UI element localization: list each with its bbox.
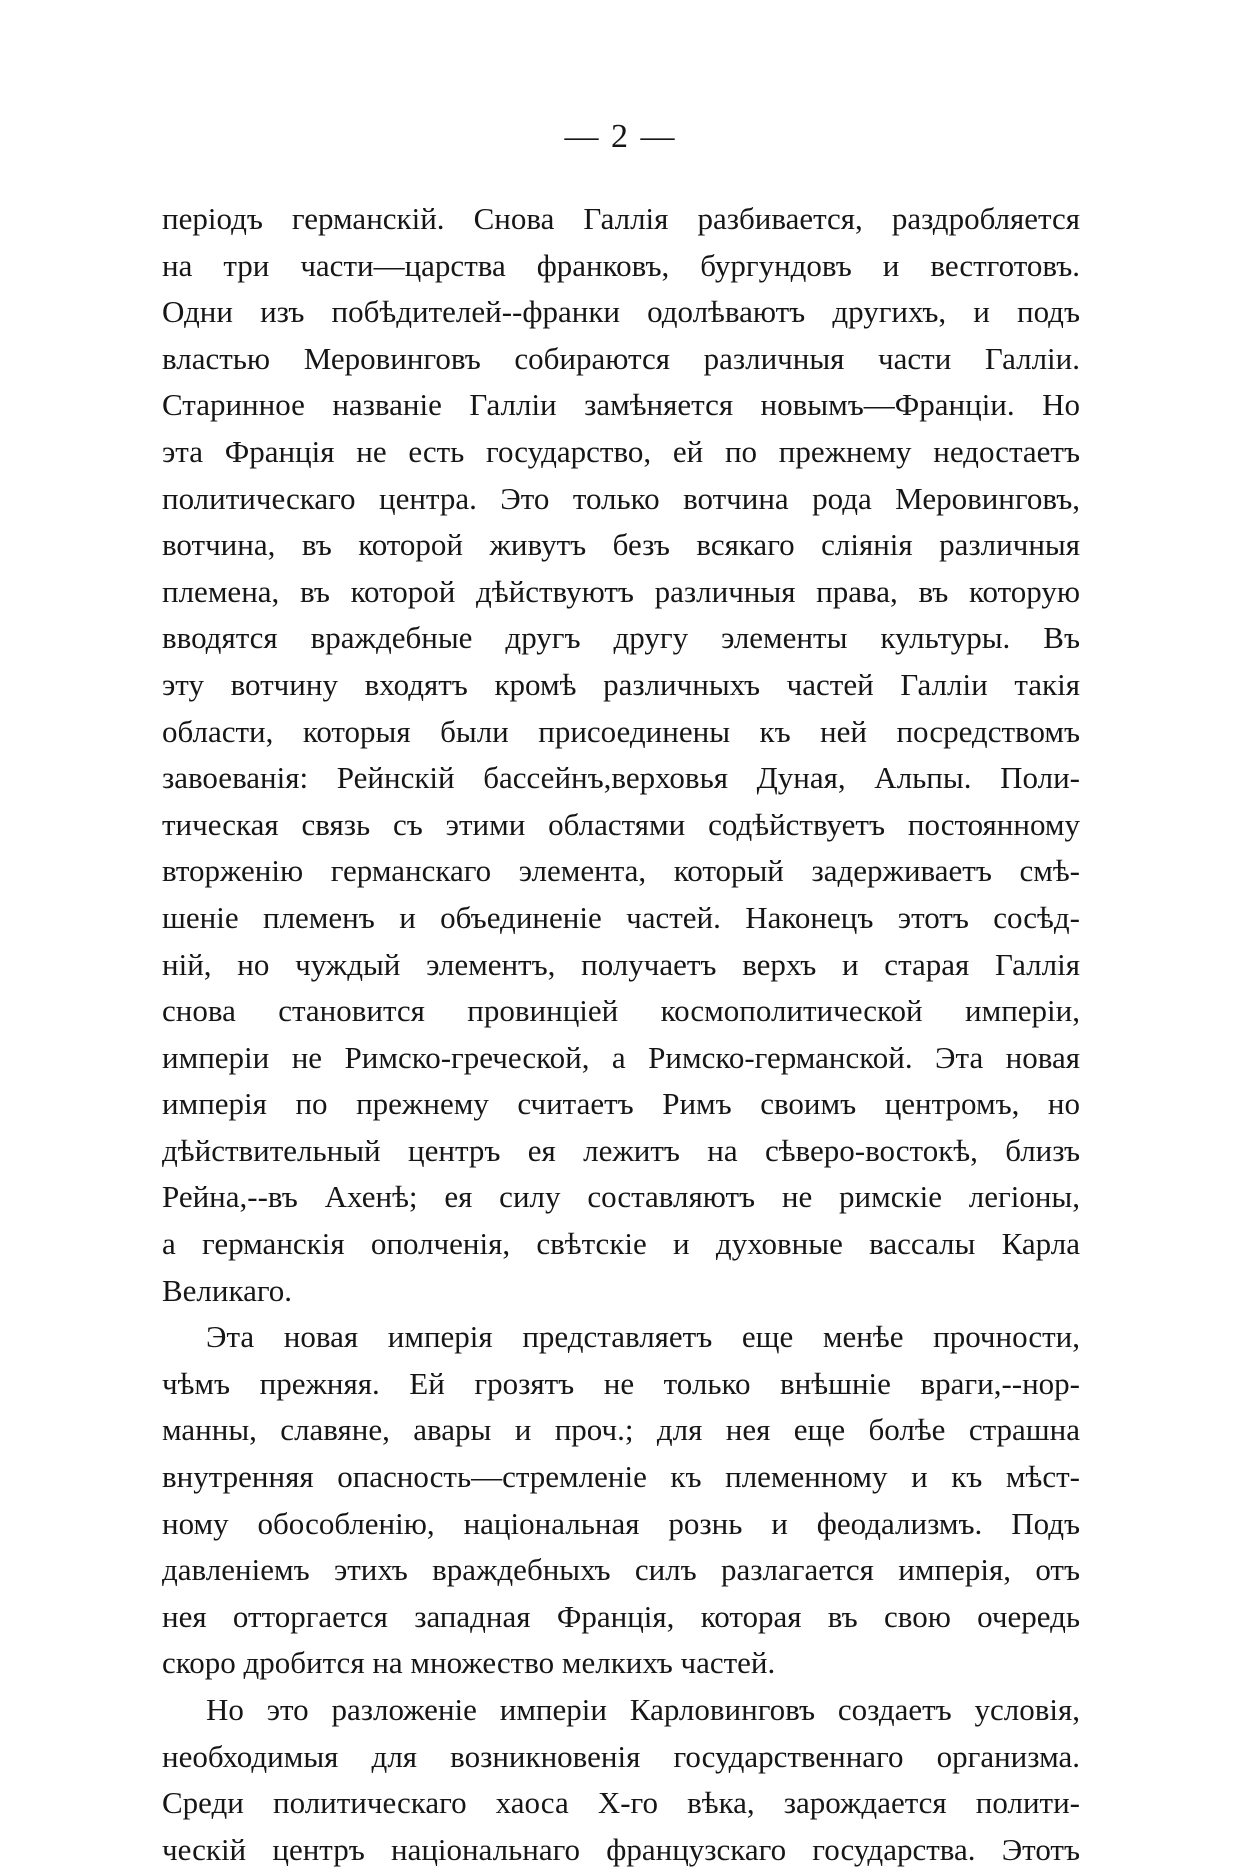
text-line: Одни изъ побѣдителей--франки одолѣваютъ другихъ, и подъ: [162, 294, 1080, 330]
text-line: вотчина, въ которой живутъ безъ всякаго слiянiя различныя: [162, 527, 1080, 563]
text-line: имперіи не Римско-греческой, а Римско-германской. Эта новая: [162, 1039, 1080, 1075]
text-line: необходимыя для возникновенія государственнаго организма.: [162, 1738, 1080, 1774]
text-line: дѣйствительный центръ ея лежитъ на сѣверо-востокѣ, близъ: [162, 1132, 1080, 1168]
text-line: Рейна,--въ Ахенѣ; ея силу составляютъ не римскіе легіоны,: [162, 1179, 1080, 1215]
text-line: тическая связь съ этими областями содѣйствуетъ постоянному: [162, 806, 1080, 842]
text-line: вторженію германскаго элемента, который задерживаетъ смѣ-: [162, 853, 1080, 889]
text-line: вводятся враждебные другъ другу элементы культуры. Въ: [162, 620, 1080, 656]
text-line: политическаго центра. Это только вотчина рода Меровинговъ,: [162, 480, 1080, 516]
text-line: Старинное названіе Галліи замѣняется новымъ—Франціи. Но: [162, 387, 1080, 423]
text-line: ному обособленію, національная рознь и феодализмъ. Подъ: [162, 1505, 1080, 1541]
text-line: эта Франція не есть государство, ей по прежнему недостаетъ: [162, 433, 1080, 469]
text-line: періодъ германскій. Снова Галлія разбивается, раздробляется: [162, 201, 1080, 236]
text-line: области, которыя были присоединены къ ней посредствомъ: [162, 713, 1080, 749]
text-line: ній, но чуждый элементъ, получаетъ верхъ и старая Галлія: [162, 946, 1080, 982]
text-line: манны, славяне, авары и проч.; для нея еще болѣе страшна: [162, 1412, 1080, 1448]
text-line: а германскія ополченія, свѣтскіе и духовные вассалы Карла: [162, 1226, 1080, 1262]
text-line: шеніе племенъ и объединеніе частей. Наконецъ этотъ сосѣд-: [162, 899, 1080, 935]
text-line: нея отторгается западная Франція, которая въ свою очередь: [162, 1598, 1080, 1634]
text-line: скоро дробится на множество мелкихъ частей.: [162, 1645, 776, 1681]
text-line: эту вотчину входятъ кромѣ различныхъ частей Галліи такія: [162, 666, 1080, 702]
text-line: племена, въ которой дѣйствуютъ различныя права, въ которую: [162, 573, 1080, 609]
text-line: снова становится провинціей космополитической имперіи,: [162, 993, 1080, 1029]
text-line: имперія по прежнему считаетъ Римъ своимъ центромъ, но: [162, 1086, 1080, 1122]
text-line: давленіемъ этихъ враждебныхъ силъ разлагается имперія, отъ: [162, 1552, 1080, 1588]
text-line: властью Меровинговъ собираются различныя части Галліи.: [162, 340, 1080, 376]
text-line: завоеванія: Рейнскій бассейнъ,верховья Дуная, Альпы. Поли-: [162, 760, 1080, 796]
paragraph-start-line: Эта новая имперія представляетъ еще менѣе прочности,: [206, 1319, 1080, 1355]
text-line: на три части—царства франковъ, бургундовъ и вестготовъ.: [162, 247, 1080, 283]
text-line: чѣмъ прежняя. Ей грозятъ не только внѣшніе враги,--нор-: [162, 1365, 1080, 1401]
text-line: внутренняя опасность—стремленіе къ племенному и къ мѣст-: [162, 1459, 1080, 1495]
page-number: — 2 —: [564, 118, 677, 155]
text-line: Среди политическаго хаоса X-го вѣка, зарождается полити-: [162, 1785, 1080, 1821]
paragraph-start-line: Но это разложеніе имперіи Карловинговъ создаетъ условія,: [206, 1692, 1080, 1727]
text-line: ческій центръ національнаго французскаго государства. Этотъ: [162, 1831, 1080, 1867]
body-text: [162, 196, 1080, 1873]
text-line: Великаго.: [162, 1272, 293, 1308]
